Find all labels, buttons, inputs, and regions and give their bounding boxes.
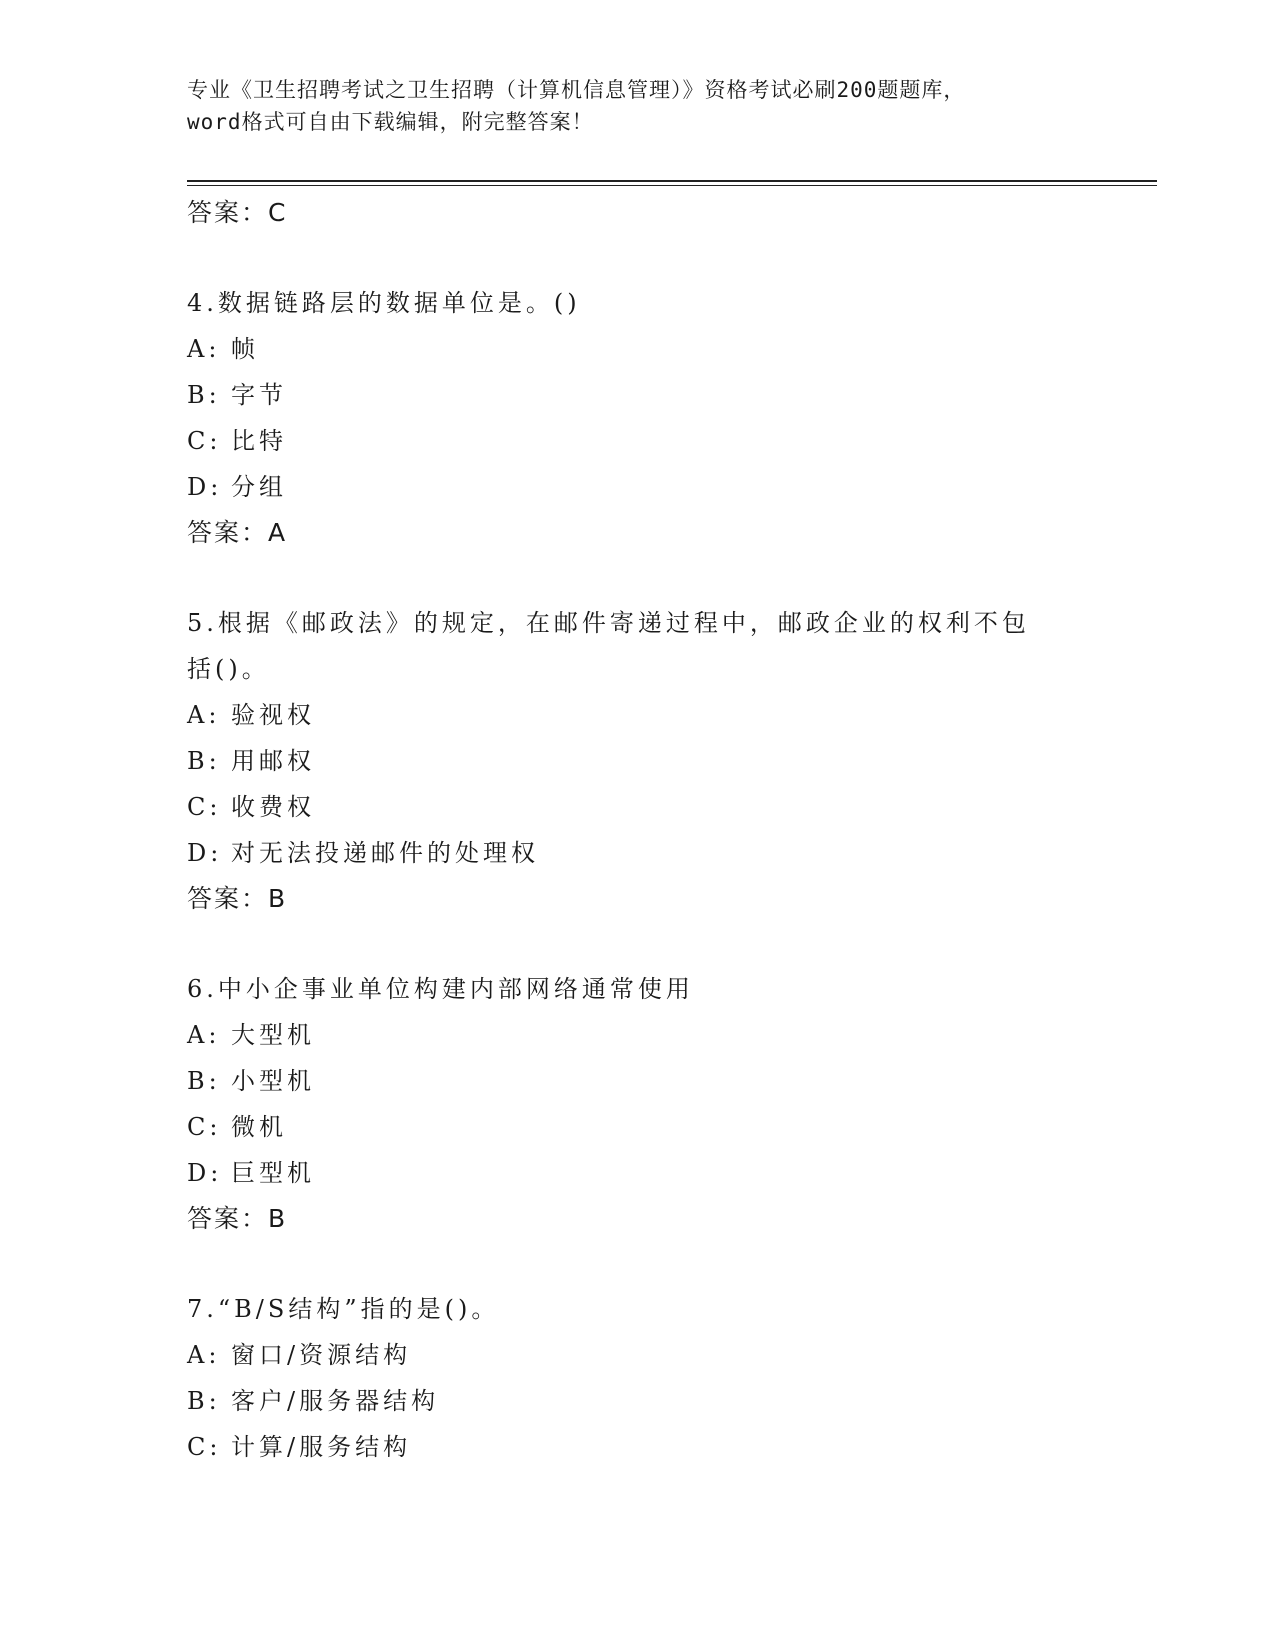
answer-label: 答案： bbox=[187, 1204, 269, 1233]
option-b bbox=[187, 372, 1087, 418]
header-line-2: word格式可自由下载编辑，附完整答案！ bbox=[187, 110, 594, 134]
option-key: C: bbox=[187, 793, 222, 821]
option-key: C: bbox=[187, 1433, 222, 1461]
option-text: 收费权 bbox=[231, 793, 315, 821]
option-text: 大型机 bbox=[231, 1021, 315, 1049]
answer-label: 答案： bbox=[187, 198, 269, 227]
option-a bbox=[187, 692, 1087, 738]
option-c bbox=[187, 1104, 1087, 1150]
option-key: D: bbox=[187, 473, 223, 501]
option-text: 验视权 bbox=[231, 701, 315, 729]
option-key: B: bbox=[187, 1067, 221, 1095]
answer-line bbox=[187, 190, 1087, 236]
header-divider-thin bbox=[187, 185, 1157, 186]
question-stem: 6.中小企事业单位构建内部网络通常使用 bbox=[187, 975, 694, 1003]
option-text: 对无法投递邮件的处理权 bbox=[231, 839, 539, 867]
option-c bbox=[187, 784, 1087, 830]
question-block bbox=[187, 1286, 1087, 1470]
option-key: A: bbox=[187, 1341, 221, 1369]
option-key: C: bbox=[187, 427, 222, 455]
option-text: 巨型机 bbox=[231, 1159, 315, 1187]
question-block bbox=[187, 600, 1087, 922]
option-key: A: bbox=[187, 701, 221, 729]
answer-line bbox=[187, 510, 1087, 556]
question-block bbox=[187, 966, 1087, 1242]
header-line-1: 专业《卫生招聘考试之卫生招聘（计算机信息管理）》资格考试必刷200题题库， bbox=[187, 78, 966, 102]
question-stem: 4.数据链路层的数据单位是。() bbox=[187, 289, 581, 317]
answer-value: B bbox=[268, 1204, 288, 1233]
option-b bbox=[187, 738, 1087, 784]
option-key: A: bbox=[187, 335, 221, 363]
question-list bbox=[187, 190, 1087, 1470]
option-text: 用邮权 bbox=[231, 747, 315, 775]
option-key: D: bbox=[187, 1159, 223, 1187]
option-text: 窗口/资源结构 bbox=[231, 1341, 412, 1369]
option-key: C: bbox=[187, 1113, 222, 1141]
option-b bbox=[187, 1058, 1087, 1104]
option-d bbox=[187, 1150, 1087, 1196]
option-d bbox=[187, 830, 1087, 876]
option-key: B: bbox=[187, 381, 221, 409]
option-text: 小型机 bbox=[231, 1067, 315, 1095]
option-text: 帧 bbox=[231, 335, 259, 363]
option-a bbox=[187, 326, 1087, 372]
header-divider bbox=[187, 180, 1157, 182]
option-b bbox=[187, 1378, 1087, 1424]
option-text: 微机 bbox=[231, 1113, 287, 1141]
option-key: B: bbox=[187, 1387, 221, 1415]
option-text: 字节 bbox=[231, 381, 287, 409]
answer-value: A bbox=[268, 518, 288, 547]
option-d bbox=[187, 464, 1087, 510]
option-text: 客户/服务器结构 bbox=[231, 1387, 440, 1415]
answer-value: B bbox=[268, 884, 288, 913]
option-key: B: bbox=[187, 747, 221, 775]
option-c bbox=[187, 418, 1087, 464]
option-key: A: bbox=[187, 1021, 221, 1049]
option-a bbox=[187, 1332, 1087, 1378]
option-key: D: bbox=[187, 839, 223, 867]
answer-label: 答案： bbox=[187, 884, 269, 913]
document-header bbox=[187, 74, 1087, 138]
question-stem: 7.“B/S结构”指的是()。 bbox=[187, 1295, 500, 1323]
option-c bbox=[187, 1424, 1087, 1470]
answer-line bbox=[187, 1196, 1087, 1242]
option-text: 分组 bbox=[231, 473, 287, 501]
answer-label: 答案： bbox=[187, 518, 269, 547]
answer-value: C bbox=[268, 198, 288, 227]
option-text: 计算/服务结构 bbox=[231, 1433, 412, 1461]
answer-line bbox=[187, 876, 1087, 922]
option-a bbox=[187, 1012, 1087, 1058]
option-text: 比特 bbox=[231, 427, 287, 455]
question-stem-cont: 括()。 bbox=[187, 655, 270, 683]
question-block bbox=[187, 280, 1087, 556]
question-stem: 5.根据《邮政法》的规定，在邮件寄递过程中，邮政企业的权利不包 bbox=[187, 609, 1030, 637]
